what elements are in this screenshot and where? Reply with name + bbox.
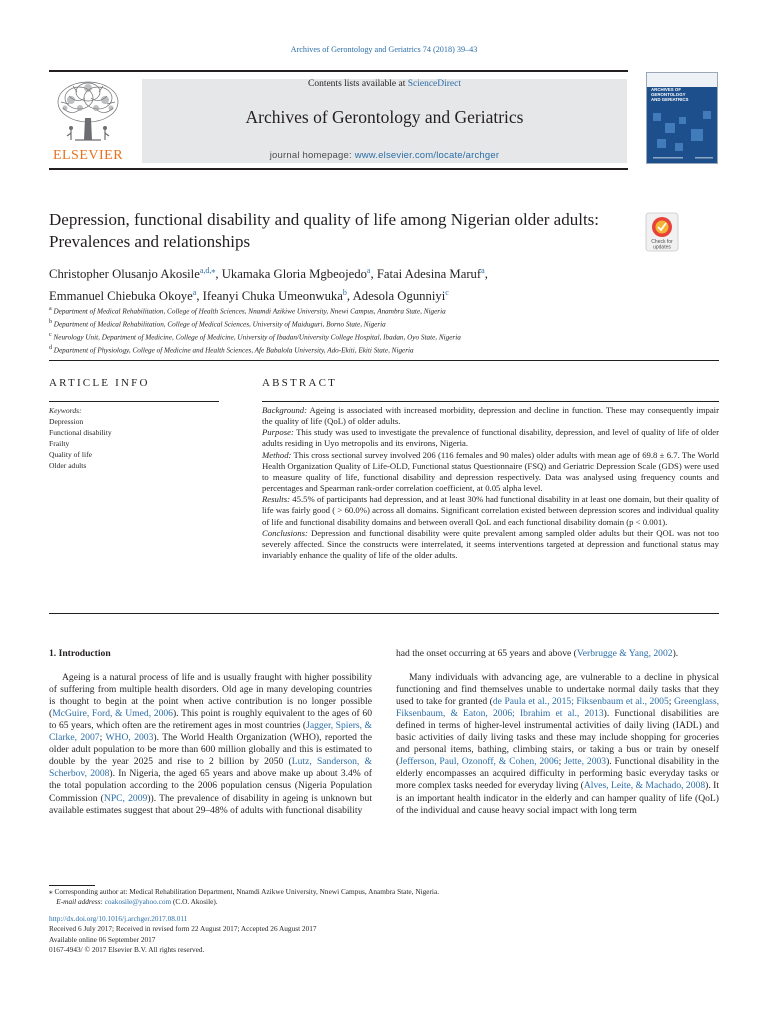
citation-link[interactable]: Jefferson, Paul, Ozonoff, & Cohen, 2006 (399, 756, 559, 768)
keywords-label: Keywords: (49, 406, 82, 415)
abstract-rule (262, 401, 719, 402)
abstract-background (262, 405, 719, 427)
author-name[interactable]: Christopher Olusanjo Akosile (49, 267, 200, 282)
body-paragraph (396, 648, 719, 660)
doi-link[interactable]: http://dx.doi.org/10.1016/j.archger.2017.08.011 (49, 913, 188, 923)
citation-link[interactable]: Lutz, Sanderson, & Scherbov, 2008 (49, 756, 372, 780)
introduction-heading: 1. Introduction (49, 648, 111, 659)
author-name[interactable]: Ukamaka Gloria Mgbeojedo (221, 267, 367, 282)
abstract-background-text: Ageing is associated with increased morbidity, depression and decline in function. These may consequently impair the quality of life (QoL) of older adults. (262, 405, 719, 427)
body-text: ; (99, 732, 106, 744)
author-separator: , (370, 267, 377, 282)
elsevier-wordmark: ELSEVIER (52, 148, 124, 163)
author-name[interactable]: Ifeanyi Chuka Umeonwuka (202, 288, 343, 303)
contents-line (142, 79, 627, 89)
citation-link[interactable]: Verbrugge & Yang, 2002 (576, 648, 673, 659)
body-text: ). In Nigeria, the aged 65 years and above make up about 3.4% of the total population according to the 2006 population census (Nigeria Population Commission ( (49, 768, 372, 804)
affiliation-mark: d (49, 344, 52, 351)
journal-homepage-line (142, 150, 627, 161)
author-separator: , (346, 288, 353, 303)
author-affiliation-marks[interactable]: a (481, 266, 485, 275)
body-text: ). It is an important health indicator in the elderly and can hamper quality of life (QoL) of the individual and cause heavy social impact with long term (396, 780, 719, 816)
corresponding-author-note: ⁎ Corresponding author at: Medical Rehabilitation Department, Nnamdi Azikwe University, Nnewi Campus, Anambra State, Nigeria. (49, 887, 440, 896)
abstract-background-label: Background: (262, 405, 308, 415)
author-affiliation-marks[interactable]: a (192, 287, 197, 297)
contents-prefix: Contents lists available at (307, 79, 408, 89)
citation-link[interactable]: NPC, 2009 (103, 792, 148, 804)
author-affiliation-marks[interactable]: c (445, 287, 449, 297)
email-suffix: (C.O. Akosile). (171, 897, 218, 907)
abstract-bottom-rule (49, 613, 719, 614)
cover-title-line1: ARCHIVES OF GERONTOLOGY (651, 87, 686, 97)
affiliation-text: Department of Medical Rehabilitation, College of Health Sciences, Nnamdi Azikiwe University, Nnewi Campus, Anambra State, Nigeria (53, 307, 446, 316)
keyword-item: Frailty (49, 438, 70, 448)
author-affiliation-marks[interactable]: a,d,⁎ (199, 266, 216, 275)
header-top-rule (49, 70, 628, 72)
affiliation-text: Department of Medical Rehabilitation, College of Medical Sciences, University of Maiduguri, Borno State, Nigeria (53, 320, 386, 329)
body-paragraph (49, 672, 372, 817)
author-separator: , (484, 267, 488, 282)
available-online: Available online 06 September 2017 (49, 934, 156, 944)
author-name[interactable]: Adesola Ogunniyi (352, 288, 446, 303)
citation-link[interactable]: McGuire, Ford, & Umed, 2006 (52, 708, 173, 720)
keyword-item: Functional disability (49, 427, 112, 437)
abstract-purpose (262, 427, 719, 449)
body-text: )). The prevalence of disability in ageing is unknown but available estimates suggest that about 29–48% of adults with functional disability (49, 792, 373, 816)
email-link[interactable]: coakosile@yahoo.com (104, 897, 172, 907)
author-separator: , (215, 267, 222, 282)
affiliations-rule (49, 360, 719, 361)
abstract-results (262, 494, 719, 527)
author-list (49, 262, 669, 305)
abstract-body (262, 405, 719, 561)
elsevier-logo (49, 78, 127, 163)
received-dates: Received 6 July 2017; Received in revised form 22 August 2017; Accepted 26 August 2017 (49, 924, 317, 934)
header-bottom-rule (49, 168, 628, 170)
body-text: Many individuals with advancing age, are vulnerable to a decline in physical functioning and find themselves unable to undertake normal daily tasks that they used to take for granted ( (396, 672, 719, 708)
body-text: ; (558, 756, 565, 768)
citation-link[interactable]: WHO, 2003 (105, 732, 154, 744)
cover-pattern-icon (647, 73, 718, 164)
citation-link[interactable]: Greenglass, Fiksenbaum, & Eaton, 2006; Ibrahim et al., 2013 (396, 696, 719, 720)
footnotes (49, 887, 729, 955)
abstract-results-label: Results: (262, 494, 290, 505)
author-name[interactable]: Fatai Adesina Maruf (376, 267, 482, 282)
body-text: had the onset occurring at 65 years and above ( (396, 648, 577, 659)
check-updates-line2: updates (653, 244, 671, 251)
cover-title-line2: AND GERIATRICS (651, 97, 689, 102)
check-for-updates-button[interactable] (643, 212, 681, 252)
footnote-rule (49, 885, 95, 886)
article-info-heading: ARTICLE INFO (49, 377, 150, 389)
abstract-conclusions (262, 528, 719, 561)
author-separator: , (196, 288, 203, 303)
affiliation-item (49, 343, 729, 356)
abstract-conclusions-label: Conclusions: (262, 527, 308, 538)
body-text: Ageing is a natural process of life and is usually fraught with higher possibility of suffering from multiple health disorders. Old age in many developing countries is thought to begin at the point when active contribution is no longer possible ( (49, 672, 372, 720)
check-for-updates-icon (643, 212, 681, 252)
article-info-rule (49, 401, 219, 402)
abstract-method (262, 450, 719, 495)
sciencedirect-link[interactable]: ScienceDirect (407, 79, 461, 89)
body-right-column (396, 648, 719, 817)
keyword-item: Older adults (49, 460, 87, 470)
affiliations (49, 304, 729, 356)
citation-link[interactable]: de Paula et al., 2015; Fiksenbaum et al., 2005 (492, 696, 669, 708)
email-line (49, 897, 729, 907)
body-text: ). The World Health Organization (WHO), reported the older adult population to be more than 600 million globally and this is estimated to double by the year 2025 and rise to 2 billion by 2050 ( (49, 732, 372, 768)
affiliation-mark: b (49, 318, 52, 325)
body-text: ). Functional disabilities are defined in terms of higher-level instrumental activities of daily living (IADL) and basic activities of daily living tasks and these may include shopping for groceries and personal items, bathing, climbing stairs, or taking a bus or train by oneself ( (396, 708, 719, 768)
affiliation-mark: a (49, 306, 52, 312)
abstract-conclusions-text: Depression and functional disability were quite prevalent among sampled older adults but their QOL was not too severely affected. Since the constructs were interrelated, it seems interventions targeted at depression and functional status may invariably enhance the quality of life of the older adults. (262, 527, 719, 561)
abstract-purpose-text: This study was used to investigate the prevalence of functional disability, depression, and level of quality of life of older adults residing in Uyo metropolis and its environs, Nigeria. (262, 427, 719, 449)
abstract-heading: ABSTRACT (262, 377, 338, 389)
keywords-list (49, 417, 112, 472)
affiliation-item (49, 330, 729, 343)
elsevier-tree-icon (49, 78, 127, 163)
journal-homepage-link[interactable]: www.elsevier.com/locate/archger (354, 150, 500, 161)
affiliation-text: Neurology Unit, Department of Medicine, College of Medicine, University of Ibadan/University College Hospital, Ibadan, Oyo State, Nigeria (53, 333, 461, 342)
email-label: E-mail address: (56, 897, 103, 907)
keyword-item: Depression (49, 417, 84, 426)
journal-cover-thumbnail[interactable] (646, 72, 718, 164)
citation-link[interactable]: Alves, Leite, & Machado, 2008 (583, 780, 706, 792)
body-text: ; (668, 696, 674, 708)
homepage-prefix: journal homepage: (269, 150, 355, 161)
abstract-purpose-label: Purpose: (262, 427, 294, 438)
keyword-item: Quality of life (49, 449, 93, 459)
body-paragraph (396, 672, 719, 817)
affiliation-item (49, 304, 729, 317)
body-text: ). Functional disability in the elderly encompasses an acquired difficulty in performing basic everyday tasks or more complex tasks needed for everyday living ( (396, 756, 719, 792)
affiliation-item (49, 317, 729, 330)
abstract-results-text: 45.5% of participants had depression, and at least 30% had functional disability in at least one domain, but their quality of life was fairly good ( > 60.0%) across all domains. Significant correlation existed between depression scores and individual quality of life and functional disability domains and between overall QoL and each functional disability domain (p < 0.001). (262, 494, 719, 527)
author-name[interactable]: Emmanuel Chiebuka Okoye (49, 288, 193, 303)
journal-title: Archives of Gerontology and Geriatrics (245, 107, 524, 127)
body-text: ). (672, 648, 679, 659)
affiliation-mark: c (49, 331, 52, 338)
abstract-method-text: This cross sectional survey involved 206 (116 females and 90 males) older adults with mean age of 69.8 ± 6.7. The World Health Organization Quality of Life-OLD, Functional status Questionnaire (FSQ) and Geriatric Depression Scale (GDS) were used to measure quality of life, functional disability and depression respectively. Data was analysed using frequency counts and percentages and Spearman rank-order correlation coefficient, at 0.05 alpha level. (262, 449, 719, 494)
body-text: ). This point is roughly equivalent to the ages of 60 to 65 years, which often are the retirement ages in most countries ( (49, 708, 372, 732)
copyright-line: 0167-4943/ © 2017 Elsevier B.V. All rights reserved. (49, 945, 205, 955)
author-affiliation-marks[interactable]: b (342, 287, 347, 297)
check-updates-line1: Check for (651, 239, 673, 245)
article-title: Depression, functional disability and quality of life among Nigerian older adults: Prevalences and relationships (49, 210, 600, 251)
citation-link[interactable]: Jette, 2003 (564, 756, 607, 768)
abstract-method-label: Method: (262, 449, 292, 460)
citation-link[interactable]: Jagger, Spiers, & Clarke, 2007 (49, 720, 373, 744)
affiliation-text: Department of Physiology, College of Medicine and Health Sciences, Afe Babalola University, Ado-Ekiti, Ekiti State, Nigeria (53, 346, 414, 355)
body-left-column (49, 648, 372, 817)
journal-citation-link[interactable]: Archives of Gerontology and Geriatrics 74 (2018) 39–43 (290, 45, 478, 54)
author-affiliation-marks[interactable]: a (366, 266, 371, 275)
